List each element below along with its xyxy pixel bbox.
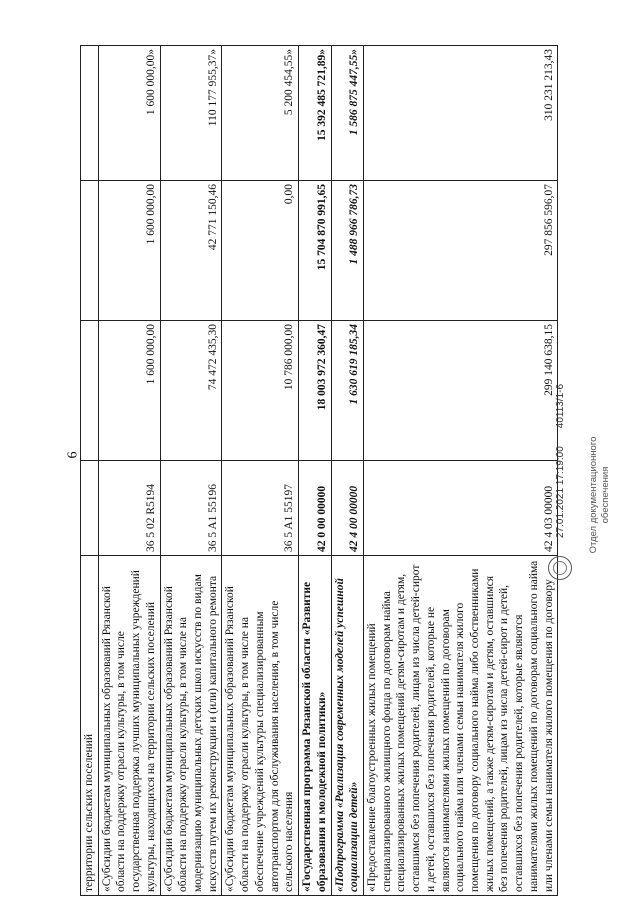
page-number: 6 [65, 451, 81, 459]
row-value-2021: 299 140 638,15 [363, 321, 557, 461]
footer-doc-id: 40113/1-6 [554, 383, 566, 429]
row-value-2023: 15 392 485 721,89» [299, 46, 331, 181]
row-value-2022 [81, 181, 99, 321]
stamp-line-2: обеспечения [599, 466, 611, 524]
row-code: 36 5 02 R5194 [98, 461, 160, 556]
row-description: «Субсидии бюджетам муниципальных образований Рязанской области на поддержку отрасли культуры, в том числе на модернизацию муниципальных детских школ искусств по видам искусств путем их реконструкции и (или) капитального ремонта [160, 556, 222, 896]
row-value-2023: 110 177 955,37» [160, 46, 222, 181]
table-row [363, 46, 557, 896]
row-value-2023: 1 586 875 447,55» [331, 46, 363, 181]
row-description: «Субсидии бюджетам муниципальных образований Рязанской области на поддержку отрасли культуры, в том числе государственная поддержка лучших муниципальных учреждений культуры, находящихся на территории сельских поселений [98, 556, 160, 896]
row-code: 42 0 00 00000 [299, 461, 331, 556]
row-value-2023: 1 600 000,00» [98, 46, 160, 181]
footer-timestamp: 27.01.2021 17:19:00 [554, 446, 566, 538]
row-value-2022: 0,00 [222, 181, 299, 321]
emblem-icon [548, 556, 572, 580]
row-value-2022: 42 771 150,46 [160, 181, 222, 321]
row-value-2022: 1 488 966 786,73 [331, 181, 363, 321]
row-value-2023 [81, 46, 99, 181]
table-row [81, 46, 99, 896]
row-value-2023: 310 231 213,43 [363, 46, 557, 181]
row-value-2022: 15 704 870 991,65 [299, 181, 331, 321]
budget-table [80, 45, 558, 896]
row-description: территории сельских поселений [81, 556, 99, 896]
row-value-2021: 18 003 972 360,47 [299, 321, 331, 461]
row-value-2023: 5 200 454,55» [222, 46, 299, 181]
row-value-2022: 297 856 596,07 [363, 181, 557, 321]
row-code: 36 5 A1 55196 [160, 461, 222, 556]
row-code: 36 5 A1 55197 [222, 461, 299, 556]
row-value-2021: 74 472 435,30 [160, 321, 222, 461]
row-value-2021: 1 600 000,00 [98, 321, 160, 461]
row-description: «Государственная программа Рязанской области «Развитие образования и молодежной политики» [299, 556, 331, 896]
row-value-2021: 1 630 619 185,34 [331, 321, 363, 461]
row-description: «Субсидии бюджетам муниципальных образований Рязанской области на поддержку отрасли культуры, в том числе на обеспечение учреждений культуры специализированным автотранспортом для обслуживания населения, в том числе сельского населения [222, 556, 299, 896]
row-value-2022: 1 600 000,00 [98, 181, 160, 321]
stamp-line-1: Отдел документационного [588, 436, 599, 554]
document-footer [548, 260, 608, 580]
row-description: «Предоставление благоустроенных жилых помещений специализированного жилищного фонда по договорам найма специализированных жилых помещений детям-сиротам и детям, оставшимся без попечения родителей, лицам из числа детей-сирот и детей, оставшихся без попечения родителей, которые не являются нанимателями жилых помещений по договорам социального найма или членами семьи нанимателя жилого помещения по договору социального найма либо собственниками жилых помещений, а также детям-сиротам и детям, оставшимся без попечения родителей, лицам из числа детей-сирот и детей, оставшихся без попечения родителей, которые являются нанимателями жилых помещений по договорам социального найма или членами семьи нанимателя жилого помещения по договору [363, 556, 557, 896]
table-row [222, 46, 299, 896]
table-row [98, 46, 160, 896]
row-code: 42 4 00 00000 [331, 461, 363, 556]
table-row [299, 46, 331, 896]
table-row [160, 46, 222, 896]
row-value-2021 [81, 321, 99, 461]
row-code [81, 461, 99, 556]
row-description: «Подпрограмма «Реализация современных моделей успешной социализации детей» [331, 556, 363, 896]
table-row [331, 46, 363, 896]
row-value-2021: 10 786 000,00 [222, 321, 299, 461]
row-code: 42 4 03 00000 [363, 461, 557, 556]
